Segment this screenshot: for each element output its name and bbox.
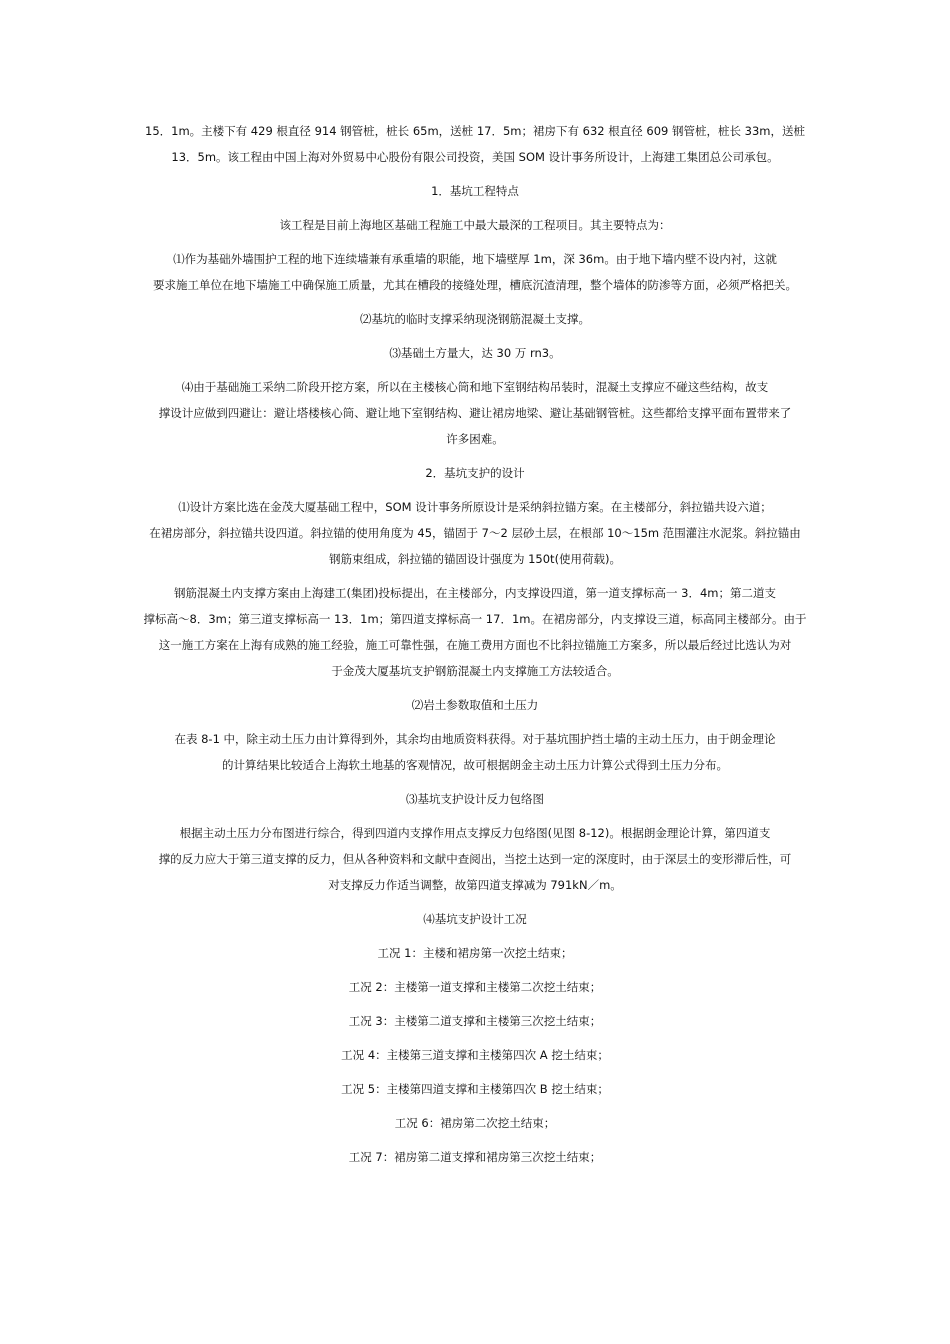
text-line: 13．5m。该工程由中国上海对外贸易中心股份有限公司投资，美国 SOM 设计事务所设计，上海建工集团总公司承包。 (171, 150, 779, 164)
paragraph (140, 494, 810, 572)
work-condition-item: 工况 4：主楼第三道支撑和主楼第四次 A 挖土结束； (341, 1048, 609, 1062)
text-line: ⑶基础土方量大，达 30 万 rn3。 (389, 346, 561, 360)
text-line: 钢筋混凝土内支撑方案由上海建工(集团)投标提出，在主楼部分，内支撑设四道，第一道支撑标高一 3．4m；第二道支 (174, 586, 776, 600)
work-condition-item: 工况 6：裙房第二次挖土结束； (394, 1116, 556, 1130)
text-line: 撑标高～8．3m；第三道支撑标高一 13．1m；第四道支撑标高一 17．1m。在裙房部分，内支撑设三道，标高同主楼部分。由于 (143, 612, 807, 626)
paragraph (140, 340, 810, 366)
work-condition-item: 工况 1：主楼和裙房第一次挖土结束； (377, 946, 573, 960)
heading-text: 2．基坑支护的设计 (425, 466, 525, 480)
text-line: ⑴作为基础外墙围护工程的地下连续墙兼有承重墙的职能，地下墙壁厚 1m，深 36m。由于地下墙内壁不设内衬，这就 (173, 252, 777, 266)
text-line: 撑设计应做到四避让：避让塔楼核心筒、避让地下室钢结构、避让裙房地梁、避让基础钢管桩。这些都给支撑平面布置带来了 (158, 406, 792, 420)
paragraph (140, 726, 810, 778)
text-line: 这一施工方案在上海有成熟的施工经验，施工可靠性强，在施工费用方面也不比斜拉锚施工方案多，所以最后经过比选认为对 (158, 638, 792, 652)
work-condition-item: 工况 3：主楼第二道支撑和主楼第三次挖土结束； (348, 1014, 602, 1028)
text-line: 在裙房部分，斜拉锚共设四道。斜拉锚的使用角度为 45，锚固于 7～2 层砂土层，在根部 10～15m 范围灌注水泥浆。斜拉锚由 (149, 526, 801, 540)
text-line: ⑷由于基础施工采纳二阶段开挖方案，所以在主楼核心筒和地下室钢结构吊装时，混凝土支撑应不碰这些结构，故支 (181, 380, 769, 394)
text-line: 15．1m。主楼下有 429 根直径 914 钢管桩，桩长 65m，送桩 17．5m；裙房下有 632 根直径 609 钢管桩，桩长 33m，送桩 (145, 124, 805, 138)
work-condition-item: 工况 5：主楼第四道支撑和主楼第四次 B 挖土结束； (341, 1082, 609, 1096)
work-condition-list (140, 940, 810, 1170)
paragraph (140, 246, 810, 298)
text-line: 根据主动土压力分布图进行综合，得到四道内支撑作用点支撑反力包络图(见图 8-12)。根据朗金理论计算，第四道支 (179, 826, 771, 840)
text-line: ⑴设计方案比选在金茂大厦基础工程中，SOM 设计事务所原设计是采纳斜拉锚方案。在主楼部分，斜拉锚共设六道； (178, 500, 772, 514)
text-line: 的计算结果比较适合上海软土地基的客观情况，故可根据朗金主动土压力计算公式得到土压力分布。 (222, 758, 728, 772)
text-line: 钢筋束组成，斜拉锚的锚固设计强度为 150t(使用荷载)。 (328, 552, 622, 566)
paragraph-intro (140, 118, 810, 170)
paragraph (140, 212, 810, 238)
paragraph (140, 786, 810, 812)
paragraph (140, 820, 810, 898)
text-line: 该工程是目前上海地区基础工程施工中最大最深的工程项目。其主要特点为： (279, 218, 671, 232)
paragraph (140, 580, 810, 684)
text-line: ⑶基坑支护设计反力包络图 (406, 792, 544, 806)
text-line: ⑷基坑支护设计工况 (423, 912, 527, 926)
text-line: 撑的反力应大于第三道支撑的反力，但从各种资料和文献中查阅出，当挖土达到一定的深度时，由于深层土的变形滞后性，可 (158, 852, 792, 866)
heading-text: 1．基坑工程特点 (431, 184, 519, 198)
document-page (140, 118, 810, 1170)
text-line: 许多困难。 (446, 432, 504, 446)
text-line: 对支撑反力作适当调整，故第四道支撑减为 791kN／m。 (328, 878, 622, 892)
paragraph (140, 692, 810, 718)
paragraph (140, 374, 810, 452)
work-condition-item: 工况 7：裙房第二道支撑和裙房第三次挖土结束； (348, 1150, 602, 1164)
section-heading-1 (140, 178, 810, 204)
text-line: 在表 8-1 中，除主动土压力由计算得到外，其余均由地质资料获得。对于基坑围护挡土墙的主动土压力，由于朗金理论 (174, 732, 776, 746)
section-heading-2 (140, 460, 810, 486)
text-line: 于金茂大厦基坑支护钢筋混凝土内支撑施工方法较适合。 (331, 664, 619, 678)
text-line: ⑵岩土参数取值和土压力 (411, 698, 539, 712)
work-condition-item: 工况 2：主楼第一道支撑和主楼第二次挖土结束； (348, 980, 602, 994)
text-line: 要求施工单位在地下墙施工中确保施工质量，尤其在槽段的接缝处理，槽底沉渣清理，整个墙体的防渗等方面，必须严格把关。 (153, 278, 797, 292)
paragraph (140, 906, 810, 932)
text-line: ⑵基坑的临时支撑采纳现浇钢筋混凝土支撑。 (360, 312, 590, 326)
paragraph (140, 306, 810, 332)
